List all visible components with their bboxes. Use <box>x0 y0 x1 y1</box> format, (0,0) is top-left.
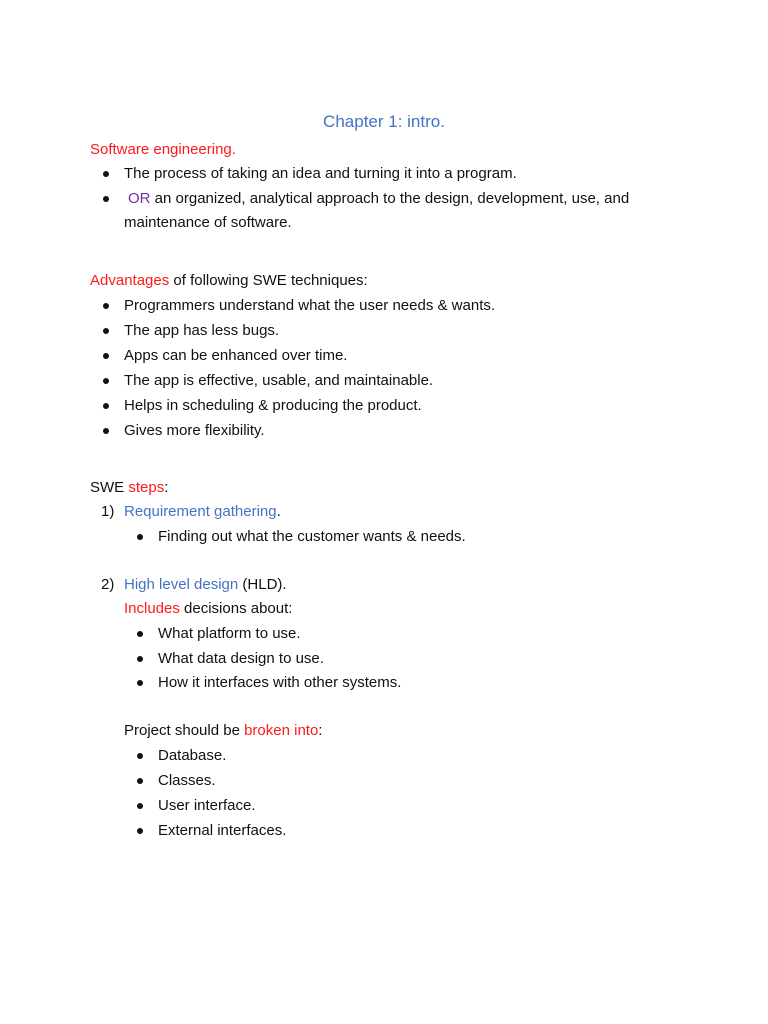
advantage-item: Programmers understand what the user needs & wants. <box>124 297 496 314</box>
bullet-icon <box>137 753 143 759</box>
step-number: 2) <box>101 576 115 593</box>
or-keyword: OR <box>128 190 151 207</box>
includes-line <box>124 599 292 619</box>
step-2-title <box>124 575 287 595</box>
step-1-bullet: Finding out what the customer wants & needs. <box>158 528 466 545</box>
part-item: Classes. <box>158 772 216 789</box>
advantages-highlight: Advantages <box>90 272 170 289</box>
advantage-item: The app is effective, usable, and maintainable. <box>124 372 434 389</box>
part-item: External interfaces. <box>158 822 287 839</box>
advantage-item: Helps in scheduling & producing the product. <box>124 397 422 414</box>
step-1-title <box>124 502 281 522</box>
part-item: User interface. <box>158 797 256 814</box>
bullet-icon <box>103 428 109 434</box>
definition-bullet-2-continuation: maintenance of software. <box>124 214 292 231</box>
definition-bullet-2-text: an organized, analytical approach to the design, development, use, and <box>150 190 630 207</box>
broken-into-highlight: broken into <box>244 722 319 739</box>
decision-item: How it interfaces with other systems. <box>158 674 402 691</box>
broken-suffix: : <box>318 722 323 739</box>
bullet-icon <box>103 196 109 202</box>
bullet-icon <box>103 328 109 334</box>
step-number: 1) <box>101 503 115 520</box>
decision-item: What data design to use. <box>158 650 324 667</box>
steps-heading-prefix: SWE <box>90 479 129 496</box>
section-heading-software-engineering: Software engineering. <box>90 141 236 158</box>
advantage-item: Gives more flexibility. <box>124 422 265 439</box>
bullet-icon <box>137 803 143 809</box>
advantage-item: Apps can be enhanced over time. <box>124 347 348 364</box>
bullet-icon <box>103 303 109 309</box>
bullet-icon <box>137 778 143 784</box>
definition-bullet-1: The process of taking an idea and turning it into a program. <box>124 165 517 182</box>
bullet-icon <box>137 656 143 662</box>
bullet-icon <box>137 828 143 834</box>
includes-highlight: Includes <box>124 600 180 617</box>
steps-highlight: steps <box>128 479 165 496</box>
broken-into-line <box>124 721 322 741</box>
includes-rest: decisions about: <box>179 600 293 617</box>
bullet-icon <box>137 680 143 686</box>
document-title: Chapter 1: intro. <box>323 112 445 131</box>
section-heading-advantages <box>90 271 368 291</box>
bullet-icon <box>103 353 109 359</box>
bullet-icon <box>103 403 109 409</box>
bullet-icon <box>137 631 143 637</box>
step-1-suffix: . <box>276 503 281 520</box>
definition-bullet-2 <box>128 189 629 209</box>
bullet-icon <box>103 378 109 384</box>
part-item: Database. <box>158 747 227 764</box>
advantages-heading-rest: of following SWE techniques: <box>169 272 368 289</box>
advantage-item: The app has less bugs. <box>124 322 280 339</box>
bullet-icon <box>137 534 143 540</box>
broken-prefix: Project should be <box>124 722 245 739</box>
decision-item: What platform to use. <box>158 625 301 642</box>
section-heading-swe-steps <box>90 478 168 498</box>
bullet-icon <box>103 171 109 177</box>
step-2-suffix: (HLD). <box>238 576 287 593</box>
requirement-gathering-label: Requirement gathering <box>124 503 277 520</box>
high-level-design-label: High level design <box>124 576 239 593</box>
steps-heading-suffix: : <box>164 479 169 496</box>
